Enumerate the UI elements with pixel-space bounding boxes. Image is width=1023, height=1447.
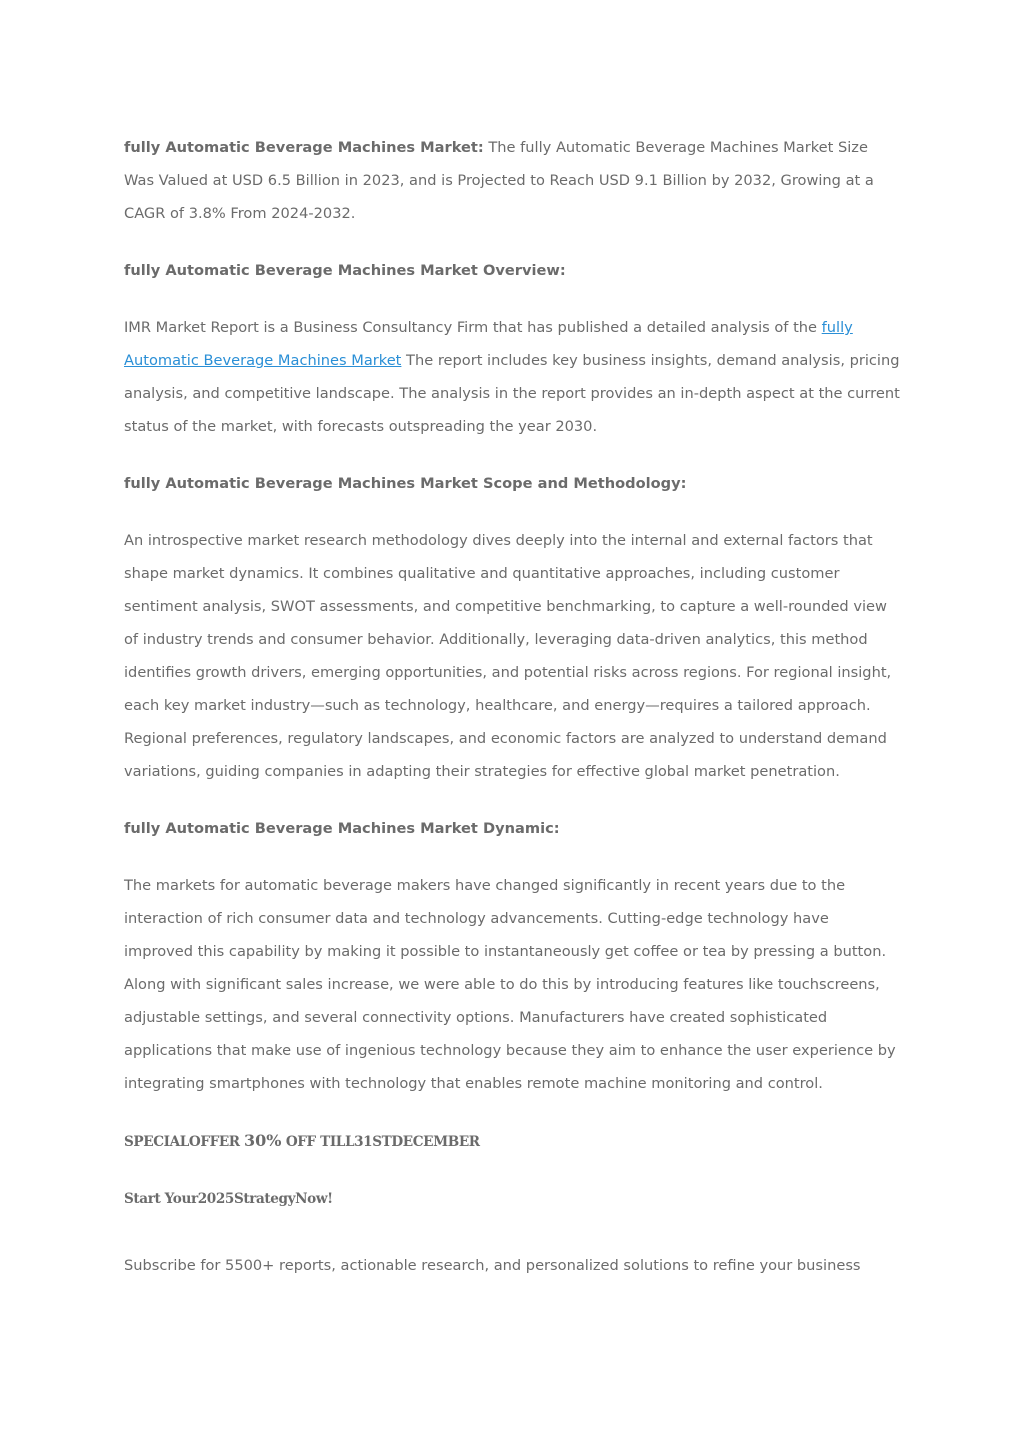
intro-text: The fully Automatic Beverage Machines Market Size Was Valued at USD 6.5 Billion in 2023, and is Projected to Reach USD 9.1 Billion by 2032, Growing at a CAGR of 3.8% From 2024-2032. (124, 139, 874, 222)
document-page (124, 131, 902, 1282)
scope-paragraph: An introspective market research methodology dives deeply into the internal and external factors that shape market dynamics. It combines qualitative and quantitative approaches, including customer sentiment analysis, SWOT assessments, and competitive benchmarking, to capture a well-rounded view of industry trends and consumer behavior. Additionally, leveraging data-driven analytics, this method identifies growth drivers, emerging opportunities, and potential risks across regions. For regional insight, each key market industry—such as technology, healthcare, and energy—requires a tailored approach. Regional preferences, regulatory landscapes, and economic factors are analyzed to understand demand variations, guiding companies in adapting their strategies for effective global market penetration. (124, 532, 892, 780)
intro-paragraph (124, 131, 902, 230)
overview-heading: fully Automatic Beverage Machines Market Overview: (124, 262, 566, 279)
dynamic-heading: fully Automatic Beverage Machines Market Dynamic: (124, 820, 560, 837)
intro-lead: fully Automatic Beverage Machines Market: (124, 139, 484, 156)
strategy-line: Start Your2025StrategyNow! (124, 1191, 333, 1207)
overview-text-before-link: IMR Market Report is a Business Consultancy Firm that has published a detailed analysis of the (124, 319, 822, 336)
special-offer-line (124, 1124, 902, 1159)
scope-heading: fully Automatic Beverage Machines Market Scope and Methodology: (124, 475, 687, 492)
offer-percent: 30% (244, 1131, 282, 1150)
offer-suffix: OFF TILL31STDECEMBER (281, 1134, 480, 1150)
offer-prefix: SPECIALOFFER (124, 1134, 245, 1150)
overview-text-after-link: The report includes key business insights, demand analysis, pricing analysis, and competitive landscape. The analysis in the report provides an in-depth aspect at the current status of the market, with forecasts outspreading the year 2030. (124, 352, 900, 435)
overview-paragraph (124, 311, 902, 443)
subscribe-paragraph: Subscribe for 5500+ reports, actionable research, and personalized solutions to refine your business (124, 1257, 861, 1274)
dynamic-paragraph: The markets for automatic beverage makers have changed significantly in recent years due to the interaction of rich consumer data and technology advancements. Cutting-edge technology have improved this capability by making it possible to instantaneously get coffee or tea by pressing a button. Along with significant sales increase, we were able to do this by introducing features like touchscreens, adjustable settings, and several connectivity options. Manufacturers have created sophisticated applications that make use of ingenious technology because they aim to enhance the user experience by integrating smartphones with technology that enables remote machine monitoring and control. (124, 877, 896, 1092)
market-report-link[interactable]: fully Automatic Beverage Machines Market (124, 319, 853, 369)
